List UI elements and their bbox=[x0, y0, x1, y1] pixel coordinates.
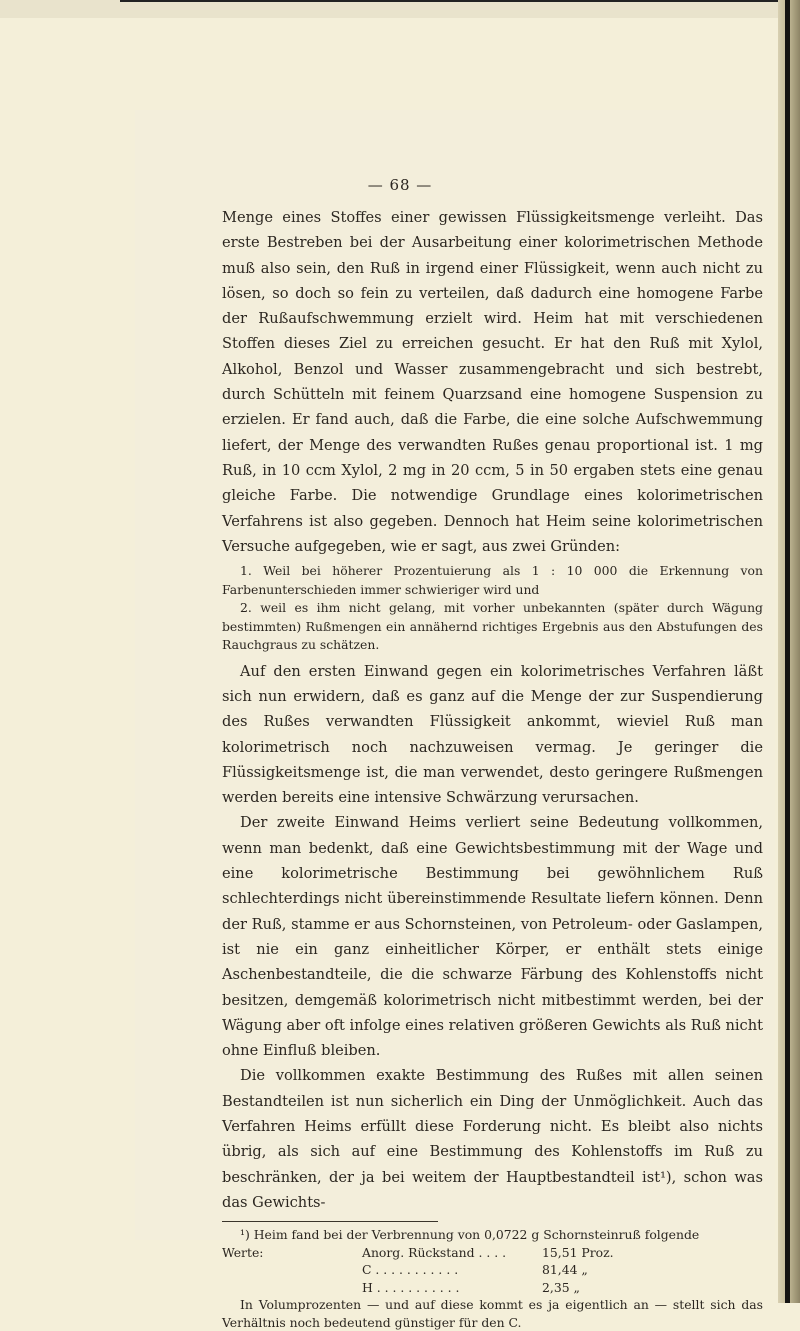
scan-top-border bbox=[120, 0, 800, 2]
footnote-key: Anorg. Rückstand . . . . bbox=[362, 1244, 507, 1260]
footnote-key: H . . . . . . . . . . . bbox=[362, 1279, 460, 1295]
footnote-spacer bbox=[222, 1279, 362, 1297]
footnote-divider bbox=[222, 1221, 438, 1222]
footnote-row bbox=[222, 1261, 763, 1279]
body-text bbox=[222, 205, 763, 1331]
paragraph-3: Der zweite Einwand Heims verliert seine Bedeutung vollkommen, wenn man bedenkt, daß eine Gewichtsbestimmung mit der Wage und eine kolorimetrische Bestimmung bei gewöhnlichem Ruß schlechterdings nicht übereinstimmende Resultate liefern können. Denn der Ruß, stamme er aus Schornsteinen, von Petroleum- oder Gaslampen, ist nie ein ganz einheitlicher Körper, er enthält stets einige Aschenbestandteile, die die schwarze Färbung des Kohlenstoffs nicht besitzen, demgemäß kolorimetrisch nicht mitbestimmt werden, bei der Wägung aber oft infolge eines relativen größeren Gewichts als Ruß nicht ohne Einfluß bleiben. bbox=[222, 814, 763, 1060]
footnote-row bbox=[222, 1279, 763, 1297]
footnote-lead: ¹) Heim fand bei der Verbrennung von 0,0722 g Schornsteinruß folgende bbox=[240, 1227, 700, 1243]
reason-2: 2. weil es ihm nicht gelang, mit vorher unbekannten (später durch Wägung bestimmten) Rußmengen ein annähernd richtiges Ergebnis aus den Abstufungen des Rauchgraus zu schätzen. bbox=[222, 600, 763, 653]
paragraph-1: Menge eines Stoffes einer gewissen Flüssigkeitsmenge verleiht. Das erste Bestreben bei der Ausarbeitung einer kolorimetrischen Methode muß also sein, den Ruß in irgend einer Flüssigkeit, wenn auch nicht zu lösen, so doch so fein zu verteilen, daß dadurch eine homogene Farbe der Rußaufschwemmung erzielt wird. Heim hat mit verschiedenen Stoffen dieses Ziel zu erreichen gesucht. Er hat den Ruß mit Xylol, Alkohol, Benzol und Wasser zusammengebracht und sich bestrebt, durch Schütteln mit feinem Quarzsand eine homogene Suspension zu erzielen. Er fand auch, daß die Farbe, die eine solche Aufschwemmung liefert, der Menge des verwandten Rußes genau proportional ist. 1 mg Ruß, in 10 ccm Xylol, 2 mg in 20 ccm, 5 in 50 ergaben stets eine genau gleiche Farbe. Die notwendige Grundlage eines kolorimetrischen Verfahrens ist also gegeben. Dennoch hat Heim seine kolorimetrischen Versuche aufgegeben, wie er sagt, aus zwei Gründen: bbox=[222, 209, 763, 555]
page-number: — 68 — bbox=[367, 176, 433, 194]
reason-1: 1. Weil bei höherer Prozentuierung als 1 : 10 000 die Erkennung von Farbenunterschieden immer schwieriger wird und bbox=[222, 563, 763, 597]
scan-top-strip bbox=[0, 0, 800, 18]
footnote-value: 15,51 Proz. bbox=[542, 1244, 614, 1260]
footnote-werte-label: Werte: bbox=[222, 1244, 264, 1260]
paragraph-4: Die vollkommen exakte Bestimmung des Rußes mit allen seinen Bestandteilen ist nun sicherlich ein Ding der Unmöglichkeit. Auch das Verfahren Heims erfüllt diese Forderung nicht. Es bleibt also nichts übrig, als sich auf eine Bestimmung des Kohlenstoffs im Ruß zu beschränken, der ja bei weitem der Hauptbestandteil ist¹), schon was das Gewichts- bbox=[222, 1067, 763, 1211]
paragraph-2: Auf den ersten Einwand gegen ein kolorimetrisches Verfahren läßt sich nun erwidern, daß es ganz auf die Menge der zur Suspendierung des Rußes verwandten Flüssigkeit ankommt, wieviel Ruß man kolorimetrisch noch nachzuweisen vermag. Je geringer die Flüssigkeitsmenge ist, die man verwendet, desto geringere Rußmengen werden bereits eine intensive Schwärzung verursachen. bbox=[222, 662, 763, 807]
footnote-value: 2,35 „ bbox=[542, 1279, 580, 1295]
footnote-key: C . . . . . . . . . . . bbox=[362, 1262, 459, 1278]
footnote-value: 81,44 „ bbox=[542, 1262, 588, 1278]
book-spine-line bbox=[785, 0, 790, 1303]
footnote-spacer bbox=[222, 1261, 362, 1279]
reasons-list bbox=[222, 562, 763, 655]
footnote-row bbox=[222, 1244, 763, 1262]
footnote-tail: In Volumprozenten — und auf diese kommt es ja eigentlich an — stellt sich das Verhältnis noch bedeutend günstiger für den C. bbox=[222, 1297, 763, 1330]
footnote bbox=[222, 1226, 763, 1331]
